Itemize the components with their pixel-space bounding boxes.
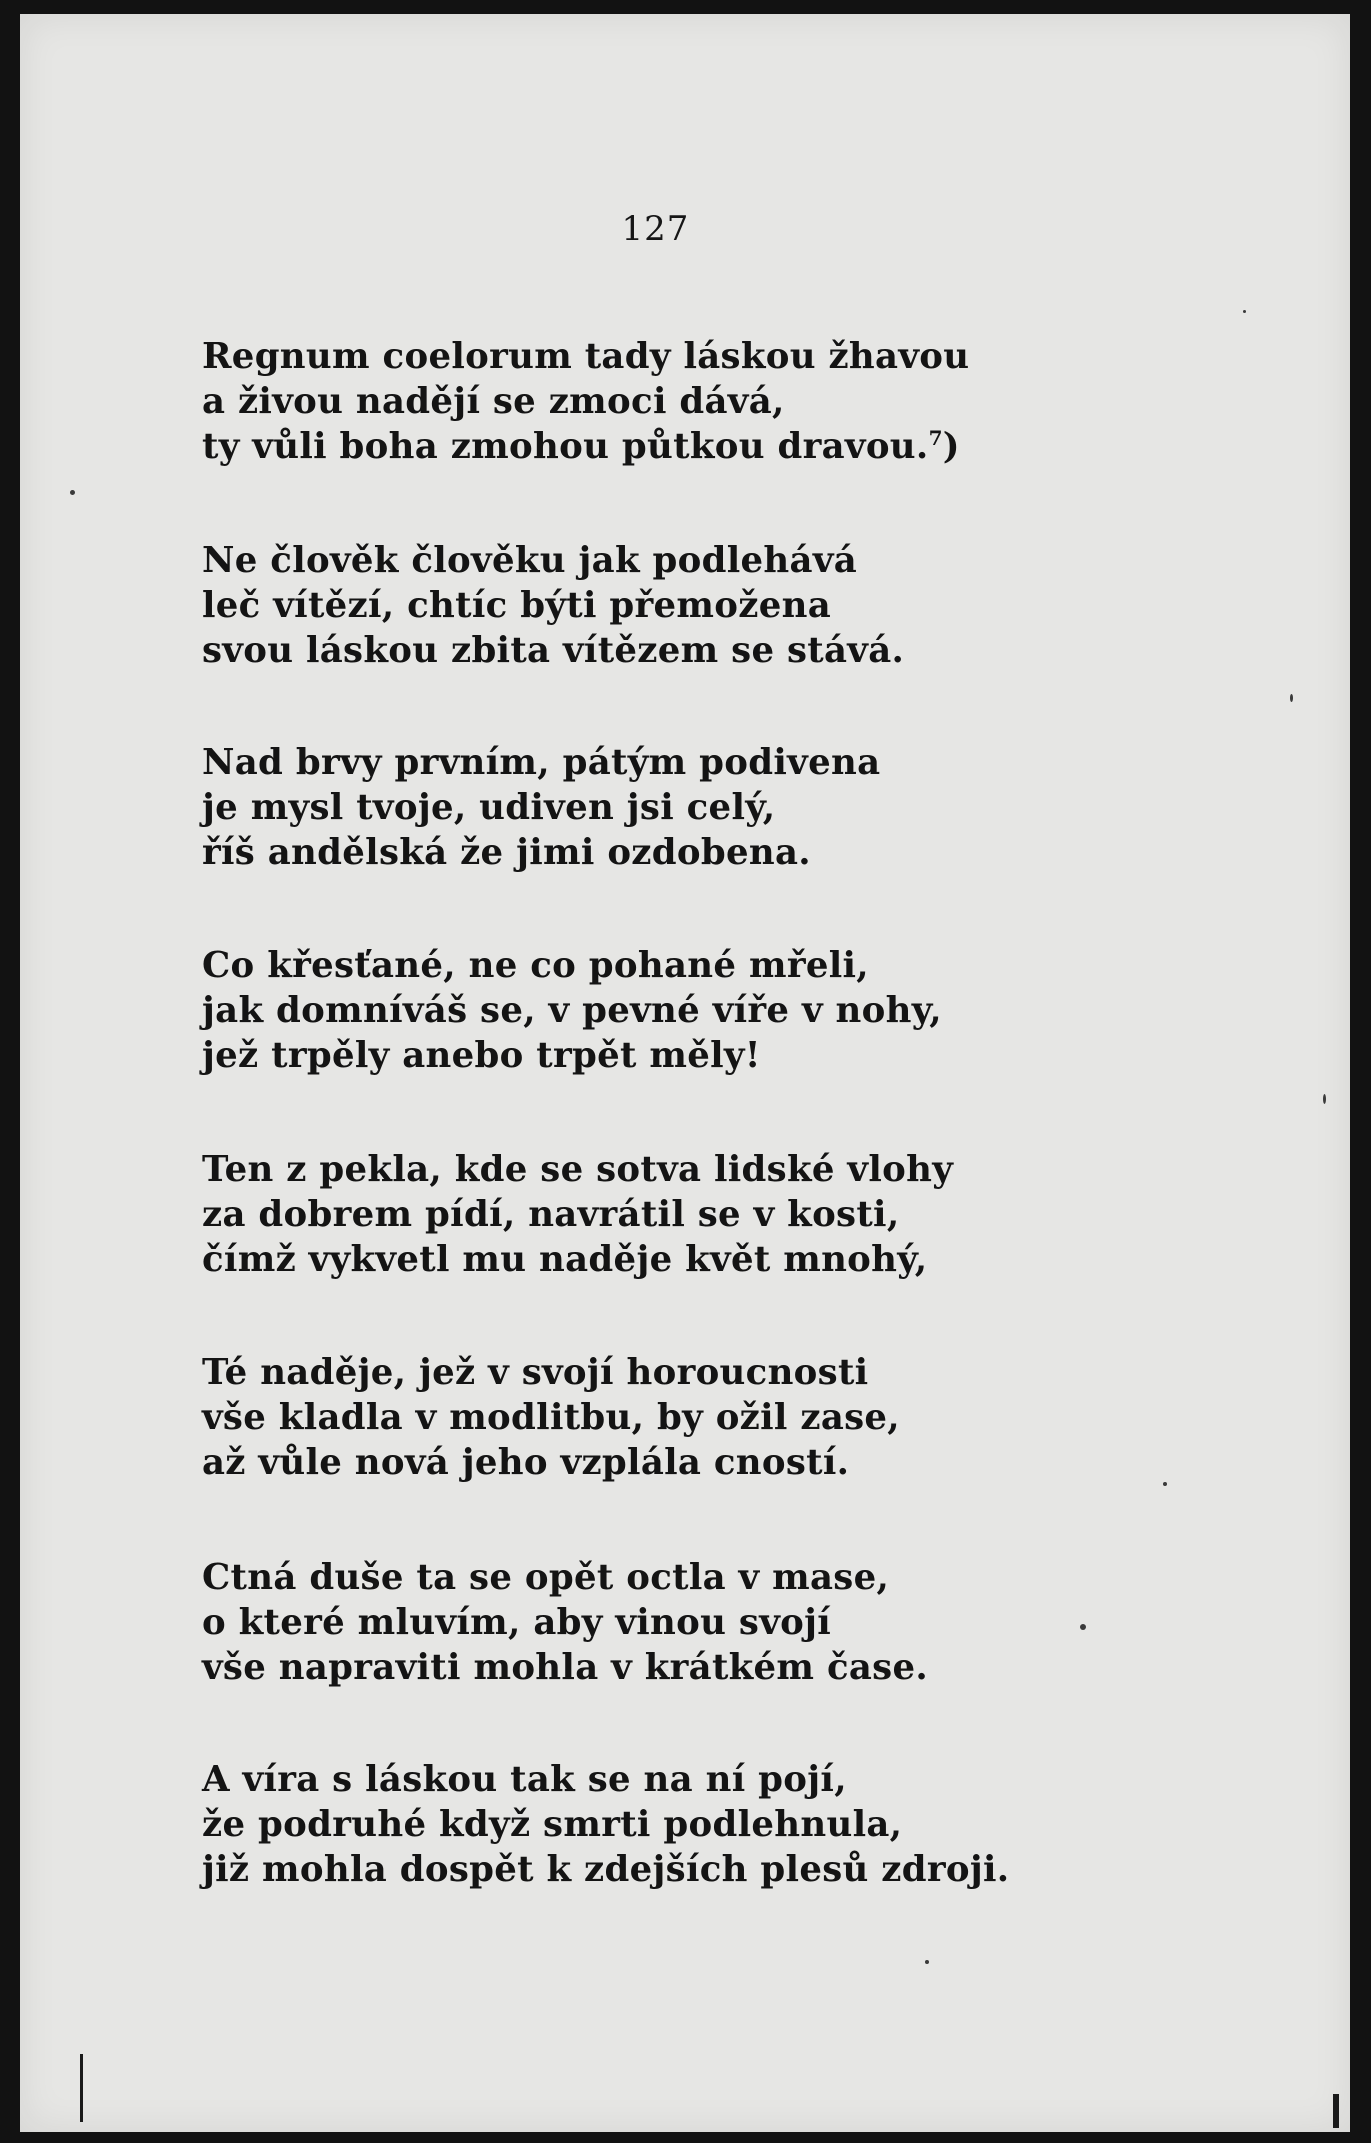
verse-line: Ctná duše ta se opět octla v mase, [202, 1557, 890, 1598]
stanza-8 [202, 1757, 1202, 1892]
verse-line: že podruhé když smrti podlehnula, [202, 1804, 903, 1845]
footnote-reference: 7 [928, 426, 943, 451]
verse-line: je mysl tvoje, udiven jsi celý, [202, 787, 776, 828]
page-number: 127 [621, 209, 690, 249]
verse-line: vše kladla v modlitbu, by ožil zase, [202, 1397, 900, 1438]
verse-line: vše napraviti mohla v krátkém čase. [202, 1647, 928, 1688]
verse-line: svou láskou zbita vítězem se stává. [202, 630, 905, 671]
verse-line: Té naděje, jež v svojí horoucnosti [202, 1352, 869, 1393]
verse-line: Ne člověk člověku jak podlehává [202, 540, 858, 581]
stanza-4 [202, 943, 1202, 1078]
book-page [20, 14, 1350, 2132]
verse-line: jež trpěly anebo trpět měly! [202, 1035, 761, 1076]
stanza-5 [202, 1147, 1202, 1282]
stanza-6 [202, 1350, 1202, 1485]
verse-line: A víra s láskou tak se na ní pojí, [202, 1759, 847, 1800]
verse-line: Nad brvy prvním, pátým podivena [202, 742, 881, 783]
verse-line: leč vítězí, chtíc býti přemožena [202, 585, 831, 626]
verse-line: ty vůli boha zmohou půtkou dravou.$^7$) [202, 426, 960, 467]
scan-speck [925, 1960, 929, 1964]
scan-speck [1163, 1482, 1167, 1486]
scan-streak [1333, 2094, 1339, 2128]
verse-line: říš andělská že jimi ozdobena. [202, 832, 811, 873]
verse-line: již mohla dospět k zdejších plesů zdroji. [202, 1849, 1010, 1890]
scan-speck [1290, 694, 1293, 702]
scan-speck [70, 490, 75, 495]
verse-line: Regnum coelorum tady láskou žhavou [202, 336, 970, 377]
footnote-paren: ) [942, 426, 960, 467]
verse-line: o které mluvím, aby vinou svojí [202, 1602, 832, 1643]
scan-speck [1080, 1624, 1086, 1630]
verse-line: jak domníváš se, v pevné víře v nohy, [202, 990, 942, 1031]
scan-speck [1243, 310, 1246, 313]
verse-line: a živou nadějí se zmoci dává, [202, 381, 785, 422]
stanza-1 [202, 334, 1202, 469]
scan-streak [80, 2054, 83, 2122]
scan-speck [1323, 1094, 1326, 1104]
stanza-2 [202, 538, 1202, 673]
verse-line: za dobrem pídí, navrátil se v kosti, [202, 1194, 900, 1235]
verse-line: až vůle nová jeho vzplála cností. [202, 1442, 850, 1483]
verse-line: čímž vykvetl mu naděje květ mnohý, [202, 1239, 928, 1280]
verse-line: Ten z pekla, kde se sotva lidské vlohy [202, 1149, 954, 1190]
verse-line: Co křesťané, ne co pohané mřeli, [202, 945, 869, 986]
stanza-3 [202, 740, 1202, 875]
stanza-7 [202, 1555, 1202, 1690]
